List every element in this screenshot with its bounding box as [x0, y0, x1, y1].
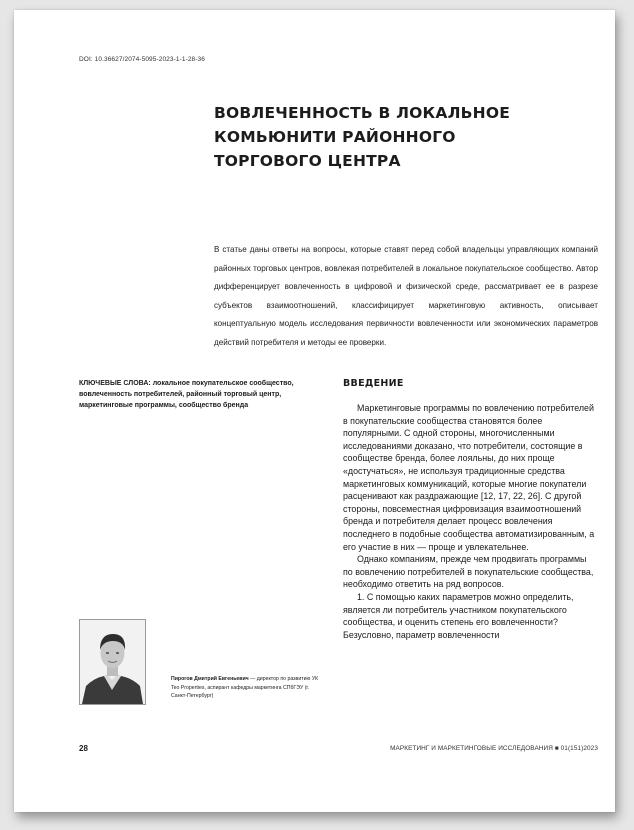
introduction-heading: ВВЕДЕНИЕ: [343, 378, 404, 389]
author-name: Пирогов Дмитрий Евгеньевич: [171, 676, 249, 682]
keywords-block: КЛЮЧЕВЫЕ СЛОВА: локальное покупательское сообщество, вовлеченность потребителей, районный торговый центр, маркетинговые программы, сообщество бренда: [79, 380, 294, 409]
author-bio: — директор по развитию УК Teo Properties, аспирант кафедры маркетинга СПбГЭУ (г. Санкт-Петербург): [171, 676, 319, 700]
author-portrait-icon: [80, 620, 145, 704]
intro-paragraph: Однако компаниям, прежде чем продвигать программы по вовлечению потребителей в покупательские сообщества, необходимо ответить на ряд вопросов.: [343, 554, 594, 590]
journal-footer: МАРКЕТИНГ И МАРКЕТИНГОВЫЕ ИССЛЕДОВАНИЯ ■ 01(151)2023: [390, 745, 598, 752]
intro-paragraph: 1. С помощью каких параметров можно определить, является ли потребитель участником покупательского сообщества, и оценить степень его вовлеченности? Безусловно, параметр вовлеченности: [343, 591, 574, 640]
author-info: [171, 675, 321, 701]
author-photo: [79, 619, 146, 705]
intro-paragraph: Маркетинговые программы по вовлечению потребителей в покупательские сообщества становятся более популярными. С одной стороны, многочисленными исследованиями доказано, что потребители, состоящие в сообществе бренда, более лояльны, до них проще «достучаться», не используя традиционные средства маркетинговых коммуникаций, которые многие покупатели расценивают как раздражающие [12, 17, 22, 26]. С другой стороны, повсеместная цифровизация взаимоотношений бренда и потребителя делает процесс вовлечения последнего в подобные сообщества автоматизированным, а его участие в них — проще и увлекательнее.: [343, 403, 595, 552]
page-number: 28: [79, 744, 88, 753]
article-abstract: В статье даны ответы на вопросы, которые ставят перед собой владельцы управляющих компаний районных торговых центров, вовлекая потребителей в локальное покупательское сообщество. Автор дифференцирует вовлеченность в цифровой и физической среде, рассматривает ее в разрезе субъектов взаимоотношений, классифицирует маркетинговую активность, описывает концептуальную модель исследования первичности вовлеченности или экономических параметров действий потребителя и методы ее проверки.: [214, 245, 598, 347]
article-title: ВОВЛЕЧЕННОСТЬ В ЛОКАЛЬНОЕ КОМЬЮНИТИ РАЙОННОГО ТОРГОВОГО ЦЕНТРА: [214, 104, 511, 170]
introduction-body: [343, 402, 598, 641]
journal-page: [14, 10, 615, 812]
doi-label: DOI: 10.36627/2074-5095-2023-1-1-28-36: [79, 56, 205, 63]
